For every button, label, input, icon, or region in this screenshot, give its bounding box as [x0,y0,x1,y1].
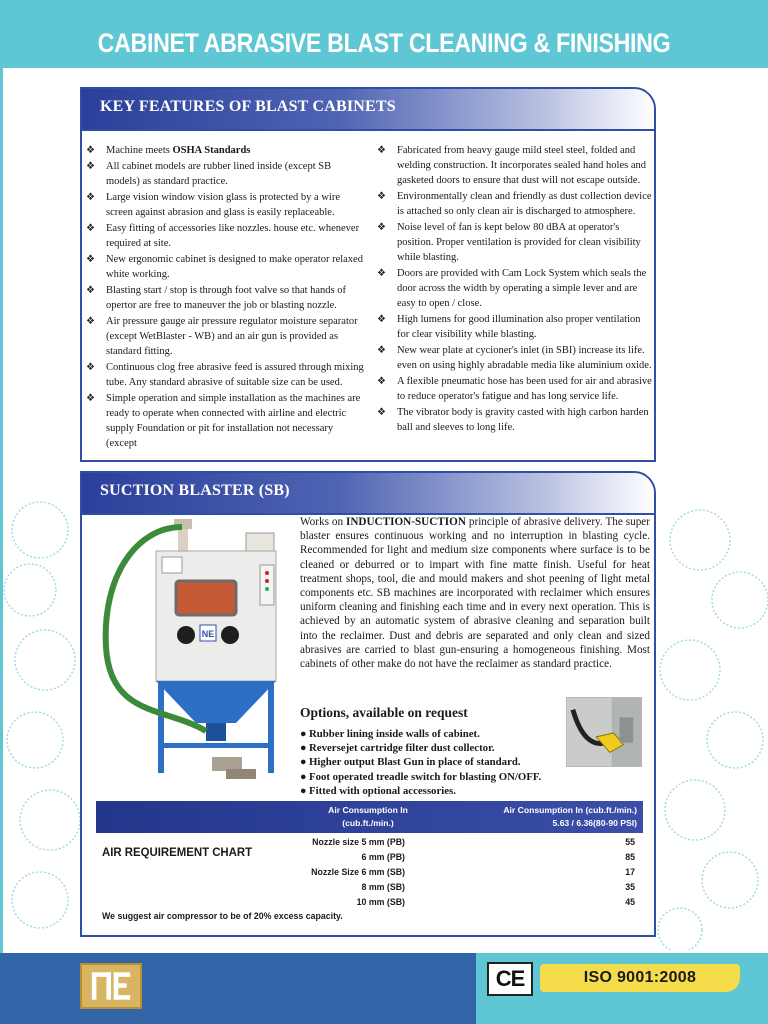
diamond-bullet-icon: ❖ [377,345,386,356]
bullet-dot-icon: ● [300,756,307,769]
diamond-bullet-icon: ❖ [377,376,386,387]
feature-item: ❖ Air pressure gauge air pressure regulator moisture separator (except WetBlaster - WB) and an air gun is provided as standard fitting. [86,316,358,357]
option-item: ● Higher output Blast Gun in place of standard. [300,756,521,769]
diamond-bullet-icon: ❖ [377,191,386,202]
bullet-dot-icon: ● [300,742,307,755]
blast-cabinet-machine-image [96,517,296,783]
option-item: ● Fitted with optional accessories. [300,784,456,797]
air-col2-header: Air Consumption In (cub.ft./min.) 5.63 / 6.36(80-90 PSI) [503,805,637,828]
diamond-bullet-icon: ❖ [377,314,386,325]
key-features-header [82,89,654,131]
suction-blaster-panel [80,471,656,937]
option-item: ● Rubber lining inside walls of cabinet. [300,728,480,740]
feature-item: ❖ New ergonomic cabinet is designed to make operator relaxed white working. [86,254,363,280]
diamond-bullet-icon: ❖ [86,254,95,265]
diamond-bullet-icon: ❖ [86,145,95,156]
air-table-header [96,801,643,833]
feature-item: ❖ Doors are provided with Cam Lock System which seals the door across the width by operating a simple lever and are easy to open / close. [377,268,647,309]
feature-item: ❖ Environmentally clean and friendly as dust collection device is attached so only clean air is discharged to atmosphere. [377,191,652,217]
diamond-bullet-icon: ❖ [86,285,95,296]
feature-item: ❖ The vibrator body is gravity casted with high carbon harden ball and sleeves to long life. [377,407,649,433]
feature-item: ❖ Blasting start / stop is through foot valve so that hands of opertor are free to maneuver the job or blasting nozzle. [86,285,347,311]
table-row: 10 mm (SB) 45 [356,897,635,907]
svg-text:NE: NE [201,629,215,639]
diamond-bullet-icon: ❖ [377,222,386,233]
cabinet-interior-photo [566,697,642,767]
diamond-bullet-icon: ❖ [86,393,95,404]
diamond-bullet-icon: ❖ [377,407,386,418]
feature-item: ❖ High lumens for good illumination also proper ventilation for clear visibility while blasting. [377,314,641,340]
key-features-heading: KEY FEATURES OF BLAST CABINETS [100,98,396,115]
suction-blaster-heading: SUCTION BLASTER (SB) [100,482,290,499]
air-requirement-chart-label: AIR REQUIREMENT CHART [102,845,253,859]
option-item: ● Foot operated treadle switch for blasting ON/OFF. [300,770,542,783]
feature-item: ❖ Simple operation and simple installation as the machines are ready to operate when connected with airline and electric supply Foundation or pit for installation not necessary (except [86,393,361,449]
air-requirement-table [96,801,643,931]
feature-item: ❖ New wear plate at cycioner's inlet (in SBI) increase its life. even on using highly abradable media like aluminium oxide. [377,345,652,371]
suction-blaster-header [82,473,654,515]
left-accent-rule [0,68,3,953]
option-item: ● Reversejet cartridge filter dust collector. [300,742,495,755]
diamond-bullet-icon: ❖ [86,316,95,327]
suction-blaster-description: Works on INDUCTION-SUCTION principle of abrasive delivery. The super blaster ensures continuous working and no interruption in blasting cycle. Recommended for light and medium size components where surface is to be cleaned or deburred or to impart with fine matte finish. Useful for heat treatment shops, tool, die and mould makers and shot peening of light metal components etc. SB machines are incorporated with reclaimer which ensures uniform cleaning and finishing each time and in every next operation. This is achieved by an automatic system of abrasive cleaning and separation built into the reclaimer. Dust and debris are separated and only clean and sized abrasives are carried to blast gun-ensuring a homogeneous finishing. Most cabinets of other make do not have the reclaimer as standard practice. [300,516,650,671]
feature-item: ❖ Easy fitting of accessories like nozzles. house etc. whenever required at site. [86,223,360,249]
feature-item: ❖ Fabricated from heavy gauge mild steel steel, folded and welding construction. It incorporates sealed hand holes and gasketed doors to ensure that dust will not escape outside. [377,145,647,186]
table-row: 6 mm (PB) 85 [361,852,635,862]
feature-item: ❖ Continuous clog free abrasive feed is assured through mixing tube. Any standard abrasive of suitable size can be used. [86,362,364,388]
features-left-list [82,143,364,452]
table-row: Nozzle Size 6 mm (SB) 17 [311,867,635,877]
table-row: Nozzle size 5 mm (PB) 55 [312,837,635,847]
options-title: Options, available on request [300,705,468,720]
feature-item: ❖ A flexible pneumatic hose has been used for air and abrasive to reduce operator's fatigue and has long service life. [377,376,652,402]
table-row: 8 mm (SB) 35 [361,882,635,892]
feature-item: ❖ All cabinet models are rubber lined inside (except SB models) as standard practice. [86,161,332,187]
feature-item: ❖ Machine meets OSHA Standards [86,145,251,156]
iso-certification-badge: ISO 9001:2008 [540,964,740,992]
air-compressor-note: We suggest air compressor to be of 20% excess capacity. [102,911,343,921]
bullet-dot-icon: ● [300,728,307,740]
options-list [300,727,570,798]
diamond-bullet-icon: ❖ [377,145,386,156]
bullet-dot-icon: ● [300,784,307,797]
ce-mark-badge: CE [487,962,533,996]
diamond-bullet-icon: ❖ [86,161,95,172]
ne-company-logo [80,963,142,1009]
bullet-dot-icon: ● [300,770,307,783]
diamond-bullet-icon: ❖ [377,268,386,279]
diamond-bullet-icon: ❖ [86,192,95,203]
feature-item: ❖ Large vision window vision glass is protected by a wire screen against abrasion and glass is easily replaceable. [86,192,340,218]
key-features-panel [80,87,656,462]
diamond-bullet-icon: ❖ [86,362,95,373]
page-title: CABINET ABRASIVE BLAST CLEANING & FINISHING [97,28,671,58]
diamond-bullet-icon: ❖ [86,223,95,234]
feature-item: ❖ Noise level of fan is kept below 80 dBA at operator's position. Proper ventilation is provided for clean visibility while blasting. [377,222,641,263]
air-col1-header: Air Consumption In (cub.ft./min.) [328,805,408,828]
features-right-list [373,143,653,436]
